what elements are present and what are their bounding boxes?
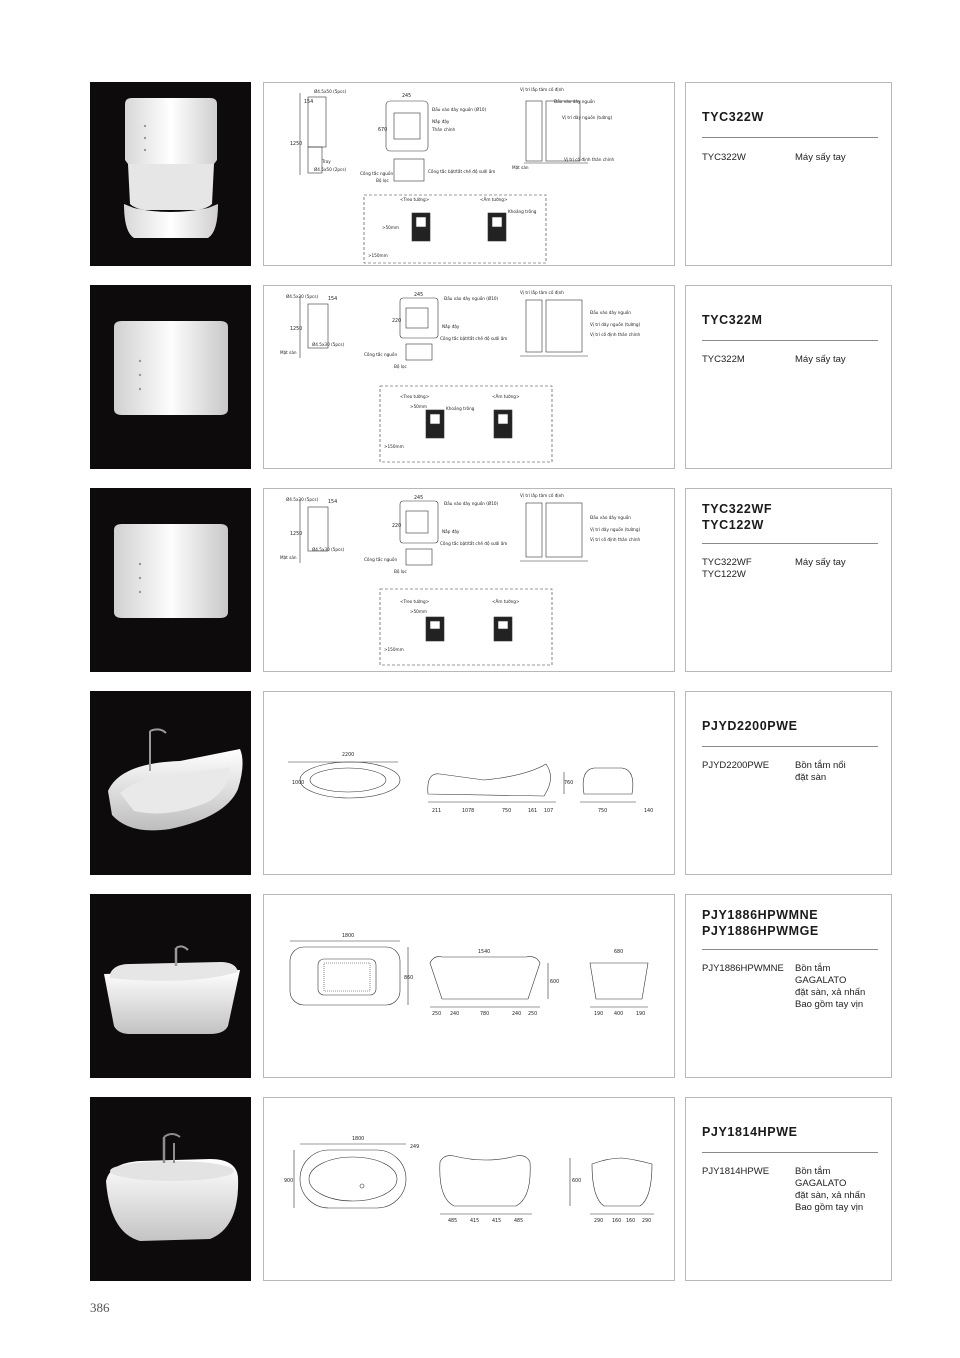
svg-text:245: 245 (414, 293, 424, 298)
hand-dryer-image (90, 285, 251, 469)
svg-text:1000: 1000 (292, 781, 305, 786)
svg-text:160: 160 (612, 1219, 622, 1224)
svg-text:680: 680 (614, 950, 624, 955)
page-number: 386 (90, 1300, 110, 1315)
product-photo (90, 285, 251, 469)
product-title: PJY1814HPWE (702, 1125, 798, 1139)
svg-text:Vị trí dây nguồn (tường): Vị trí dây nguồn (tường) (562, 115, 613, 120)
divider (702, 340, 878, 341)
product-code: TYC322M (702, 354, 745, 365)
product-description: Bồn tắm GAGALATO đặt sàn, xả nhấn Bao gồm tay vịn (795, 1166, 866, 1213)
divider (702, 137, 878, 138)
svg-text:1800: 1800 (352, 1137, 365, 1142)
svg-text:Tray: Tray (322, 159, 331, 164)
svg-text:Ø4.5x30 (5pcs): Ø4.5x30 (5pcs) (286, 497, 319, 502)
product-description: Máy sấy tay (795, 557, 846, 568)
svg-text:<Treo tường>: <Treo tường> (400, 394, 430, 399)
svg-text:750: 750 (502, 809, 512, 814)
dimension-drawing (264, 692, 674, 874)
svg-text:160: 160 (626, 1219, 636, 1224)
svg-text:<Treo tường>: <Treo tường> (400, 599, 430, 604)
svg-text:Mặt sàn: Mặt sàn (280, 555, 297, 560)
svg-text:Thân chính: Thân chính (432, 127, 456, 132)
svg-text:Ø4.5x30 (5pcs): Ø4.5x30 (5pcs) (286, 294, 319, 299)
svg-text:Ø4.5x30 (5pcs): Ø4.5x30 (5pcs) (312, 342, 345, 347)
svg-text:Công tắc nguồn: Công tắc nguồn (364, 557, 398, 562)
svg-text:220: 220 (392, 524, 402, 529)
svg-text:Bộ lọc: Bộ lọc (394, 569, 407, 574)
svg-text:249: 249 (410, 1145, 420, 1150)
svg-text:485: 485 (514, 1219, 524, 1224)
svg-text:860: 860 (404, 976, 414, 981)
product-info (685, 894, 892, 1078)
divider (702, 746, 878, 747)
svg-text:Vị trí cố định thân chính: Vị trí cố định thân chính (564, 157, 615, 162)
svg-text:Ø4.5x50 (2pcs): Ø4.5x50 (2pcs) (314, 167, 347, 172)
svg-text:Đầu vào dây nguồn: Đầu vào dây nguồn (590, 515, 631, 520)
svg-text:Đầu vào dây nguồn (Ø10): Đầu vào dây nguồn (Ø10) (444, 296, 499, 301)
svg-text:Nắp đậy: Nắp đậy (442, 324, 460, 329)
svg-text:240: 240 (512, 1012, 522, 1017)
svg-text:Vị trí lắp tâm cố định: Vị trí lắp tâm cố định (520, 87, 564, 92)
svg-text:Đầu vào dây nguồn (Ø10): Đầu vào dây nguồn (Ø10) (432, 107, 487, 112)
divider (702, 543, 878, 544)
product-description: Máy sấy tay (795, 354, 846, 365)
svg-text:140: 140 (644, 809, 654, 814)
svg-text:154: 154 (328, 297, 338, 302)
divider (702, 1152, 878, 1153)
svg-text:Vị trí lắp tâm cố định: Vị trí lắp tâm cố định (520, 493, 564, 498)
svg-text:Vị trí cố định thân chính: Vị trí cố định thân chính (590, 537, 641, 542)
svg-text:600: 600 (550, 980, 560, 985)
svg-text:Đầu vào dây nguồn: Đầu vào dây nguồn (590, 310, 631, 315)
svg-text:Đầu vào dây nguồn: Đầu vào dây nguồn (554, 99, 595, 104)
svg-text:780: 780 (480, 1012, 490, 1017)
svg-text:>50mm: >50mm (410, 609, 427, 614)
svg-text:600: 600 (572, 1179, 582, 1184)
svg-text:Vị trí lắp tâm cố định: Vị trí lắp tâm cố định (520, 290, 564, 295)
product-title: TYC322WF TYC122W (702, 502, 773, 532)
svg-text:Công tắc bật/tắt chế độ sưởi ấ: Công tắc bật/tắt chế độ sưởi ấm (440, 541, 508, 546)
svg-text:Nắp đậy: Nắp đậy (432, 119, 450, 124)
product-photo (90, 82, 251, 266)
svg-text:161: 161 (528, 809, 538, 814)
product-description: Bồn tắm nổi đặt sàn (795, 760, 846, 783)
product-info (685, 82, 892, 266)
bathtub-image (90, 1097, 251, 1281)
svg-text:<Treo tường>: <Treo tường> (400, 197, 430, 202)
svg-text:<Âm tường>: <Âm tường> (480, 197, 508, 202)
svg-text:Công tắc nguồn: Công tắc nguồn (360, 171, 394, 176)
svg-text:900: 900 (284, 1179, 294, 1184)
svg-text:154: 154 (304, 100, 314, 105)
svg-text:250: 250 (528, 1012, 538, 1017)
technical-drawing (263, 488, 675, 672)
product-photo (90, 894, 251, 1078)
svg-text:250: 250 (432, 1012, 442, 1017)
product-code: PJYD2200PWE (702, 760, 770, 771)
svg-text:240: 240 (450, 1012, 460, 1017)
svg-text:154: 154 (328, 500, 338, 505)
svg-text:Vị trí dây nguồn (tường): Vị trí dây nguồn (tường) (590, 527, 641, 532)
product-title: PJY1886HPWMNE PJY1886HPWMGE (702, 908, 819, 938)
svg-text:Công tắc bật/tắt chế độ sưởi ấ: Công tắc bật/tắt chế độ sưởi ấm (428, 169, 496, 174)
dimension-drawing (264, 286, 674, 468)
svg-text:>50mm: >50mm (382, 225, 399, 230)
svg-text:1800: 1800 (342, 934, 355, 939)
product-title: TYC322W (702, 110, 764, 124)
svg-text:Bộ lọc: Bộ lọc (376, 178, 389, 183)
svg-text:1250: 1250 (290, 327, 303, 332)
svg-text:290: 290 (594, 1219, 604, 1224)
product-description: Bồn tắm GAGALATO đặt sàn, xả nhấn Bao gồm tay vịn (795, 963, 866, 1010)
bathtub-image (90, 894, 251, 1078)
product-photo (90, 691, 251, 875)
svg-text:211: 211 (432, 809, 442, 814)
product-info (685, 488, 892, 672)
svg-text:485: 485 (448, 1219, 458, 1224)
product-photo (90, 1097, 251, 1281)
svg-text:<Âm tường>: <Âm tường> (492, 599, 520, 604)
technical-drawing (263, 82, 675, 266)
product-row (90, 285, 892, 469)
svg-text:190: 190 (594, 1012, 604, 1017)
svg-text:Mặt sàn: Mặt sàn (280, 350, 297, 355)
dimension-drawing (264, 895, 674, 1077)
product-photo (90, 488, 251, 672)
svg-text:>150mm: >150mm (384, 647, 404, 652)
svg-text:<Âm tường>: <Âm tường> (492, 394, 520, 399)
svg-text:2200: 2200 (342, 753, 355, 758)
svg-text:415: 415 (470, 1219, 480, 1224)
product-code: TYC322WF TYC122W (702, 557, 752, 580)
svg-text:Công tắc nguồn: Công tắc nguồn (364, 352, 398, 357)
svg-text:Nắp đậy: Nắp đậy (442, 529, 460, 534)
technical-drawing (263, 894, 675, 1078)
dimension-drawing (264, 1098, 674, 1280)
dimension-drawing (264, 83, 674, 265)
hand-dryer-image (90, 82, 251, 266)
product-row (90, 1097, 892, 1281)
svg-text:>50mm: >50mm (410, 404, 427, 409)
product-title: PJYD2200PWE (702, 719, 798, 733)
svg-text:Đầu vào dây nguồn (Ø10): Đầu vào dây nguồn (Ø10) (444, 501, 499, 506)
product-row (90, 894, 892, 1078)
technical-drawing (263, 1097, 675, 1281)
svg-text:Vị trí dây nguồn (tường): Vị trí dây nguồn (tường) (590, 322, 641, 327)
svg-text:760: 760 (564, 781, 574, 786)
product-info (685, 1097, 892, 1281)
dimension-drawing (264, 489, 674, 671)
svg-text:Vị trí cố định thân chính: Vị trí cố định thân chính (590, 332, 641, 337)
svg-text:415: 415 (492, 1219, 502, 1224)
product-title: TYC322M (702, 313, 763, 327)
product-description: Máy sấy tay (795, 152, 846, 163)
svg-text:245: 245 (402, 94, 412, 99)
technical-drawing (263, 285, 675, 469)
svg-text:>150mm: >150mm (384, 444, 404, 449)
hand-dryer-image (90, 488, 251, 672)
svg-text:Khoảng trống: Khoảng trống (508, 209, 537, 214)
svg-text:Bộ lọc: Bộ lọc (394, 364, 407, 369)
svg-text:400: 400 (614, 1012, 624, 1017)
product-code: PJY1814HPWE (702, 1166, 770, 1177)
product-info (685, 691, 892, 875)
svg-text:>150mm: >150mm (368, 253, 388, 258)
svg-text:1250: 1250 (290, 532, 303, 537)
svg-text:Mặt sàn: Mặt sàn (512, 165, 529, 170)
product-info (685, 285, 892, 469)
product-row (90, 691, 892, 875)
svg-text:1078: 1078 (462, 809, 475, 814)
svg-text:290: 290 (642, 1219, 652, 1224)
bathtub-image (90, 691, 251, 875)
svg-text:107: 107 (544, 809, 554, 814)
product-row (90, 488, 892, 672)
product-code: TYC322W (702, 152, 746, 163)
svg-text:Khoảng trống: Khoảng trống (446, 406, 475, 411)
svg-text:670: 670 (378, 128, 388, 133)
technical-drawing (263, 691, 675, 875)
product-code: PJY1886HPWMNE (702, 963, 784, 974)
divider (702, 949, 878, 950)
product-row (90, 82, 892, 266)
svg-text:245: 245 (414, 496, 424, 501)
svg-text:Công tắc bật/tắt chế độ sưởi ấ: Công tắc bật/tắt chế độ sưởi ấm (440, 336, 508, 341)
svg-text:Ø4.5x50 (5pcs): Ø4.5x50 (5pcs) (314, 89, 347, 94)
svg-text:190: 190 (636, 1012, 646, 1017)
svg-text:1540: 1540 (478, 950, 491, 955)
svg-text:220: 220 (392, 319, 402, 324)
svg-text:Ø4.5x30 (5pcs): Ø4.5x30 (5pcs) (312, 547, 345, 552)
svg-text:750: 750 (598, 809, 608, 814)
svg-text:1250: 1250 (290, 142, 303, 147)
